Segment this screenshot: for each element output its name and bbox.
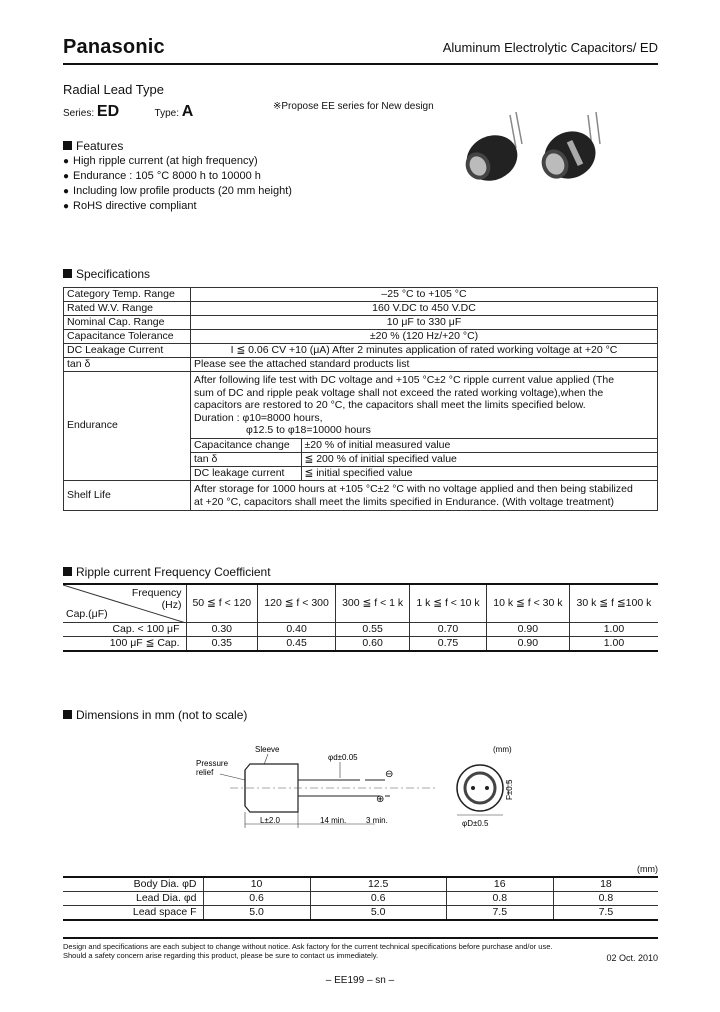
ripple-header-row <box>63 584 658 622</box>
propose-note: ※Propose EE series for New design <box>273 101 434 112</box>
spec-row <box>64 330 658 344</box>
dimension-value: 5.0 <box>203 906 310 921</box>
ripple-column-header: 300 ≦ f < 1 k <box>336 584 410 622</box>
ripple-column-header: 1 k ≦ f < 10 k <box>410 584 487 622</box>
dimension-value: 0.6 <box>203 892 310 906</box>
feature-item: ● Endurance : 105 °C 8000 h to 10000 h <box>63 169 292 184</box>
dimension-label: Body Dia. φD <box>63 877 203 892</box>
ripple-column-header: 50 ≦ f < 120 <box>186 584 258 622</box>
spec-row <box>64 302 658 316</box>
spec-label: tan δ <box>64 358 191 372</box>
pressure-relief-label-2: relief <box>196 768 214 777</box>
type-value: A <box>181 103 194 120</box>
endurance-text-line: Duration : φ10=8000 hours, <box>194 411 323 424</box>
ripple-corner-cell <box>63 584 186 622</box>
limit-label: DC leakage current <box>191 466 301 480</box>
ripple-value: 1.00 <box>569 636 658 651</box>
endurance-text-line: φ12.5 to φ18=10000 hours <box>246 424 371 437</box>
square-bullet-icon <box>63 141 72 150</box>
dimension-value: 0.8 <box>553 892 658 906</box>
ripple-value: 0.70 <box>410 622 487 636</box>
square-bullet-icon <box>63 567 72 576</box>
series-value: ED <box>96 103 120 120</box>
lead-dia-label: φd±0.05 <box>328 753 358 762</box>
ripple-column-header: 120 ≦ f < 300 <box>258 584 336 622</box>
spec-label: Capacitance Tolerance <box>64 330 191 344</box>
ripple-value: 0.60 <box>336 636 410 651</box>
spec-value: I ≦ 0.06 CV +10 (μA) After 2 minutes application of rated working voltage at +20 °C <box>191 344 658 358</box>
dimension-value: 7.5 <box>553 906 658 921</box>
ripple-row-label: 100 μF ≦ Cap. <box>63 636 186 651</box>
spec-value: ±20 % (120 Hz/+20 °C) <box>191 330 658 344</box>
dimension-drawing <box>190 740 520 835</box>
sleeve-label: Sleeve <box>255 745 280 754</box>
dimension-row <box>63 906 658 921</box>
endurance-text-line: sum of DC and ripple peak voltage shall not exceed the rated working voltage),when the <box>194 386 604 399</box>
spec-row <box>64 344 658 358</box>
shelf-life-text-line: After storage for 1000 hours at +105 °C±2 °C with no voltage applied and then being stabilized <box>194 482 633 495</box>
limit-label: tan δ <box>191 452 301 466</box>
ripple-row <box>63 636 658 651</box>
capacitor-right-icon <box>537 112 604 187</box>
features-list <box>63 154 292 214</box>
spec-label: Rated W.V. Range <box>64 302 191 316</box>
square-bullet-icon <box>63 269 72 278</box>
spec-value: 160 V.DC to 450 V.DC <box>191 302 658 316</box>
spec-label: Shelf Life <box>64 480 191 510</box>
disclaimer-line: Should a safety concern arise regarding this product, please be sure to contact us immediately. <box>63 951 379 960</box>
square-bullet-icon <box>63 710 72 719</box>
ripple-coefficient-table <box>63 583 658 652</box>
spec-row-shelf-life <box>64 480 658 510</box>
endurance-text-line: After following life test with DC voltage and +105 °C±2 °C ripple current value applied (The <box>194 374 615 386</box>
limit-label: Capacitance change <box>191 438 301 452</box>
ripple-value: 0.40 <box>258 622 336 636</box>
limit-value: ≦ initial specified value <box>301 466 657 480</box>
ripple-value: 0.90 <box>486 622 569 636</box>
ripple-value: 0.35 <box>186 636 258 651</box>
unit-mm: (mm) <box>637 864 658 874</box>
dimension-label: Lead space F <box>63 906 203 921</box>
type-label: Type: <box>154 108 179 119</box>
ripple-value: 0.75 <box>410 636 487 651</box>
document-date: 02 Oct. 2010 <box>606 953 658 963</box>
ripple-value: 1.00 <box>569 622 658 636</box>
feature-item: ● RoHS directive compliant <box>63 199 292 214</box>
spec-label: Nominal Cap. Range <box>64 316 191 330</box>
feature-item: ● High ripple current (at high frequency) <box>63 154 292 169</box>
dimension-value: 16 <box>446 877 553 892</box>
disclaimer-line: Design and specifications are each subject to change without notice. Ask factory for the current technical specifications before purchase and/or use. <box>63 942 553 951</box>
frequency-label: Frequency <box>131 587 182 599</box>
dimension-value: 5.0 <box>310 906 446 921</box>
spec-value: 10 μF to 330 μF <box>191 316 658 330</box>
dimension-row <box>63 892 658 906</box>
endurance-text-line: capacitors are restored to 20 °C, the capacitors shall meet the limits specified below. <box>194 399 586 412</box>
disclaimer <box>63 942 552 960</box>
spec-value: –25 °C to +105 °C <box>191 288 658 302</box>
spec-value: Please see the attached standard products list <box>191 358 658 372</box>
ripple-value: 0.90 <box>486 636 569 651</box>
endurance-text <box>191 372 657 438</box>
dimension-value: 0.8 <box>446 892 553 906</box>
limit-value: ≦ 200 % of initial specified value <box>301 452 657 466</box>
capacitance-label: Cap.(μF) <box>66 607 108 620</box>
ripple-value: 0.30 <box>186 622 258 636</box>
footer-rule <box>63 937 658 939</box>
series-label: Series: <box>63 108 95 119</box>
dimension-label: Lead Dia. φd <box>63 892 203 906</box>
dimensions-heading: Dimensions in mm (not to scale) <box>63 708 247 722</box>
ripple-row-label: Cap. < 100 μF <box>63 622 186 636</box>
dimension-value: 7.5 <box>446 906 553 921</box>
plus-terminal-icon: ⊕ <box>376 794 385 805</box>
endurance-limits-table <box>191 438 657 480</box>
brand-logo: Panasonic <box>63 36 165 58</box>
dimension-value: 10 <box>203 877 310 892</box>
ripple-column-header: 10 k ≦ f < 30 k <box>486 584 569 622</box>
ripple-heading: Ripple current Frequency Coefficient <box>63 565 271 579</box>
header-rule <box>63 63 658 65</box>
spec-label: DC Leakage Current <box>64 344 191 358</box>
product-type-line: Radial Lead Type <box>63 82 164 97</box>
dimension-row <box>63 877 658 892</box>
frequency-unit: (Hz) <box>161 599 182 611</box>
dimension-value: 18 <box>553 877 658 892</box>
limit-value: ±20 % of initial measured value <box>301 438 657 452</box>
lead-space-label: F±0.5 <box>505 779 514 800</box>
shelf-life-text-line: at +20 °C, capacitors shall meet the limits specified in Endurance. (With voltage treatment) <box>194 495 615 508</box>
features-heading: Features <box>63 139 123 153</box>
unit-mm-drawing: (mm) <box>493 745 512 754</box>
spec-row <box>64 358 658 372</box>
ripple-row <box>63 622 658 636</box>
page-number: – EE199 – sn – <box>325 975 395 986</box>
pressure-relief-label: Pressure <box>196 759 229 768</box>
lead-length-label: 14 min. <box>320 816 347 825</box>
minus-terminal-icon: ⊖ <box>385 769 394 780</box>
ripple-column-header: 30 k ≦ f ≦100 k <box>569 584 658 622</box>
specifications-table <box>63 287 658 511</box>
ripple-value: 0.45 <box>258 636 336 651</box>
length-label: L±2.0 <box>260 816 280 825</box>
spec-row-endurance <box>64 372 658 481</box>
ripple-value: 0.55 <box>336 622 410 636</box>
dimension-value: 0.6 <box>310 892 446 906</box>
shelf-life-text <box>191 480 658 510</box>
min-length-label: 3 min. <box>366 816 388 825</box>
feature-item: ● Including low profile products (20 mm height) <box>63 184 292 199</box>
document-title: Aluminum Electrolytic Capacitors/ ED <box>442 40 658 55</box>
dimension-value: 12.5 <box>310 877 446 892</box>
dimensions-table <box>63 876 658 921</box>
specifications-heading: Specifications <box>63 267 150 281</box>
diameter-label: φD±0.5 <box>462 819 489 828</box>
top-view-inner <box>465 773 495 803</box>
series-type-line <box>63 103 193 121</box>
spec-row <box>64 288 658 302</box>
spec-label: Endurance <box>64 372 191 481</box>
spec-label: Category Temp. Range <box>64 288 191 302</box>
spec-row <box>64 316 658 330</box>
capacitor-product-image <box>460 110 605 190</box>
